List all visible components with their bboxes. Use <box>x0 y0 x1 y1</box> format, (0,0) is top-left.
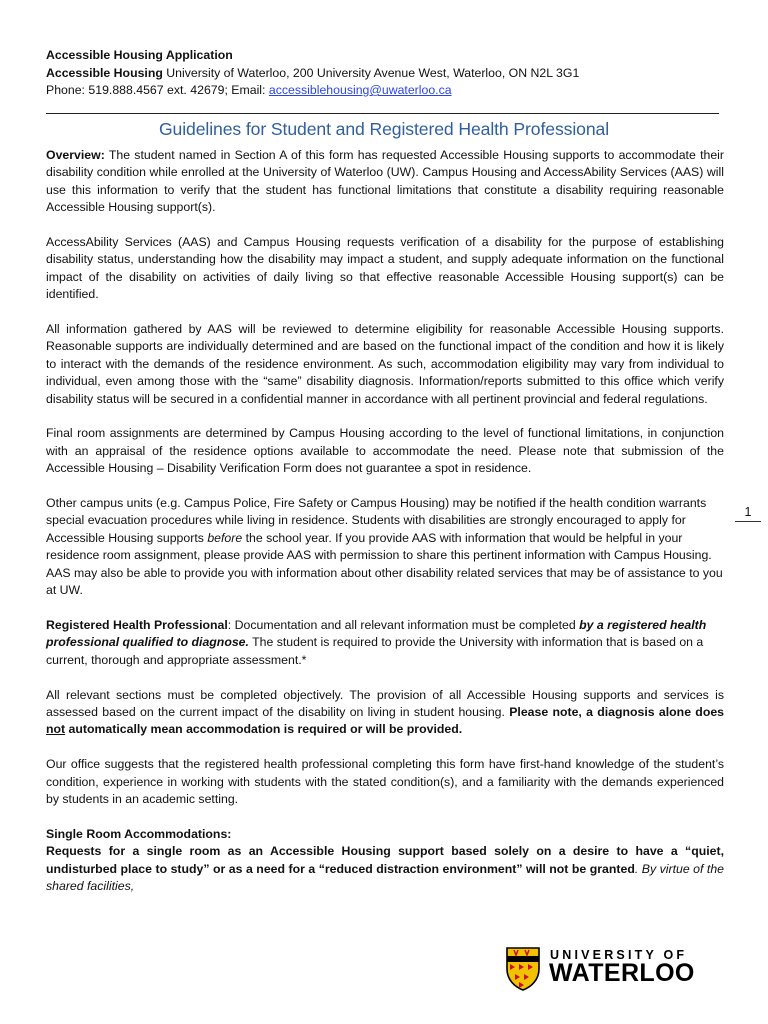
rhp-paragraph <box>46 617 724 669</box>
campus-units-paragraph <box>46 495 724 599</box>
logo-line-university-of: UNIVERSITY OF <box>550 948 688 962</box>
rhp-text-a: : Documentation and all relevant information must be completed <box>227 617 580 632</box>
university-logo <box>506 945 706 1001</box>
crest-icon <box>506 947 540 991</box>
document-body <box>46 147 724 895</box>
rhp-label: Registered Health Professional <box>46 617 228 632</box>
phone-text: Phone: 519.888.4567 ext. 42679; Email: <box>46 83 269 97</box>
objective-bold-b: automatically mean accommodation is required or will be provided. <box>65 722 463 737</box>
overview-label: Overview: <box>46 148 105 162</box>
org-address: University of Waterloo, 200 University Avenue West, Waterloo, ON N2L 3G1 <box>162 65 580 80</box>
application-title: Accessible Housing Application <box>46 48 233 62</box>
single-room-paragraph <box>46 843 724 895</box>
single-room-heading: Single Room Accommodations: <box>46 826 232 841</box>
single-room-bold: Requests for a single room as an Accessible Housing support based solely on a desire to have a “quiet, undisturbed place to study” or as a need for a “reduced distraction environment” will not be granted <box>46 844 724 876</box>
page-title: Guidelines for Student and Registered Health Professional <box>158 119 610 139</box>
overview-paragraph <box>46 147 724 217</box>
letterhead <box>46 47 686 100</box>
rhp-emphasis: by a registered health professional qualified to diagnose. <box>46 617 707 650</box>
overview-text: The student named in Section A of this form has requested Accessible Housing supports to accommodate their disability condition while enrolled at the University of Waterloo (UW). Campus Housing and AccessAbility Services (AAS) will use this information to verify that the student has functional limitations that constitute a disability requiring reasonable Accessible Housing support(s). <box>46 148 724 215</box>
email-link[interactable]: accessiblehousing@uwaterloo.ca <box>268 83 452 97</box>
page-number: 1 <box>735 505 761 522</box>
contact-line <box>46 82 686 100</box>
objective-paragraph <box>46 687 724 739</box>
rhp-text-b: The student is required to provide the University with information that is based on a current, thorough and appropriate assessment.* <box>46 635 704 667</box>
header-divider <box>46 113 719 114</box>
aas-verification-paragraph: AccessAbility Services (AAS) and Campus Housing requests verification of a disability for the purpose of establishing disability status, understanding how the disability may impact a student, and supply adequate information on the functional impact of the disability on activities of daily living so that effective reasonable Accessible Housing support(s) can be identified. <box>46 235 724 302</box>
objective-text: All relevant sections must be completed objectively. The provision of all Accessible Housing supports and services is assessed based on the current impact of the disability on living in student housing. <box>46 687 724 719</box>
objective-underline: not <box>46 722 66 737</box>
campus-units-text-a: Other campus units (e.g. Campus Police, Fire Safety or Campus Housing) may be notified if the health condition warrants special evacuation procedures while living in residence. Students with disabilities are strongly encouraged to apply for Accessible Housing supports <box>46 496 707 545</box>
objective-bold-a: Please note, a diagnosis alone does <box>509 704 725 719</box>
logo-line-waterloo: WATERLOO <box>549 959 695 987</box>
org-name: Accessible Housing <box>46 65 163 80</box>
suggestion-paragraph: Our office suggests that the registered health professional completing this form have first-hand knowledge of the student’s condition, experience in working with students with the stated condition(s), and a familiarity with the demands experienced by students in an academic setting. <box>46 757 724 806</box>
campus-units-text-b: the school year. If you provide AAS with information that would be helpful in your residence room assignment, please provide AAS with permission to share this pertinent information with Campus Housing. AAS may also be able to provide you with information about other disability related services that may be of assistance to you at UW. <box>46 530 723 598</box>
address-line <box>46 65 686 83</box>
room-assignments-paragraph: Final room assignments are determined by Campus Housing according to the level of functional limitations, in conjunction with an appraisal of the residence options available to accommodate the need. Please note that submission of the Accessible Housing – Disability Verification Form does not guarantee a spot in residence. <box>46 426 724 476</box>
campus-units-emphasis: before <box>207 530 243 545</box>
single-room-italic: . By virtue of the shared facilities, <box>46 861 725 893</box>
information-gathered-paragraph: All information gathered by AAS will be reviewed to determine eligibility for reasonable Accessible Housing supports. Reasonable supports are individually determined and are based on the functional impact of the condition and how it is likely to interact with the demands of the residence environment. As such, accommodation eligibility may vary from individual to individual, even among those with the “same” disability diagnosis. Information/reports submitted to this office which verify disability status will be secured in a confidential manner in accordance with all pertinent provincial and federal regulations. <box>46 322 724 406</box>
